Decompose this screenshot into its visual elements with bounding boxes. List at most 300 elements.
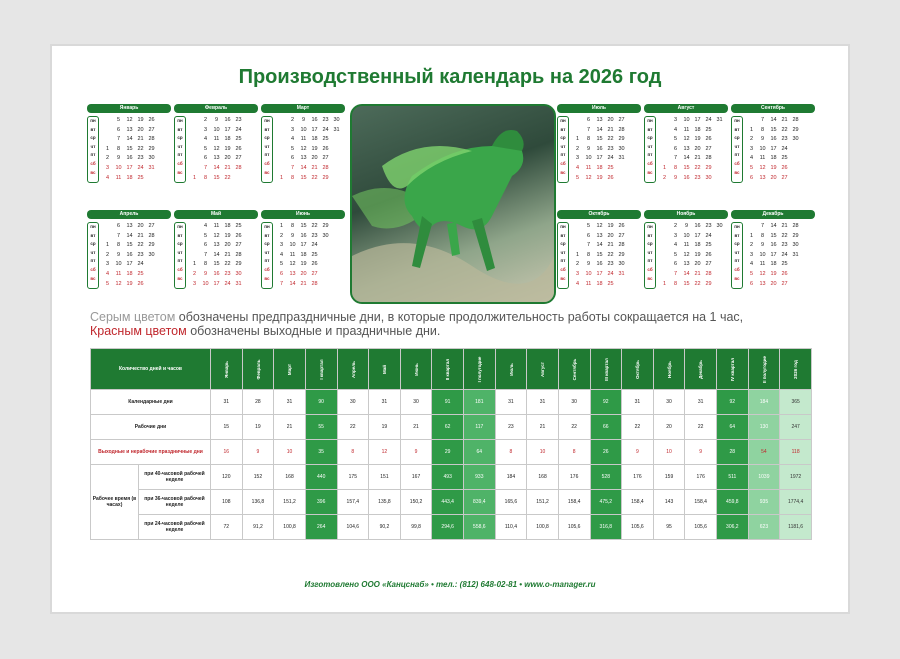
week-row bbox=[276, 154, 342, 164]
day-cell bbox=[714, 251, 725, 261]
weekday-label: чт bbox=[560, 143, 566, 149]
day-cell: 1 bbox=[662, 280, 667, 287]
day-cell: 6 bbox=[749, 174, 754, 181]
weekday-column bbox=[87, 116, 99, 183]
day-cell: 25 bbox=[607, 280, 614, 287]
day-cell: 31 bbox=[235, 280, 242, 287]
week-row bbox=[189, 126, 244, 136]
value-cell: 1972 bbox=[780, 465, 812, 490]
day-cell: 15 bbox=[770, 232, 777, 239]
day-cell: 27 bbox=[705, 261, 712, 268]
day-cell: 16 bbox=[300, 232, 307, 239]
value-cell: 28 bbox=[717, 440, 749, 465]
day-cell: 20 bbox=[607, 117, 614, 123]
day-cell: 12 bbox=[759, 164, 766, 171]
day-cell: 6 bbox=[586, 232, 591, 239]
weekday-column bbox=[644, 222, 656, 289]
day-cell: 13 bbox=[126, 126, 133, 133]
day-cell: 30 bbox=[148, 251, 155, 258]
day-cell bbox=[320, 260, 331, 270]
month-name: Сентябрь bbox=[731, 104, 815, 113]
day-cell: 2 bbox=[203, 117, 208, 123]
day-cell: 23 bbox=[781, 242, 788, 249]
weekday-label: чт bbox=[177, 143, 183, 149]
day-cell: 27 bbox=[311, 270, 318, 277]
weekday-label: пт bbox=[90, 258, 96, 264]
day-cell: 13 bbox=[759, 280, 766, 287]
day-cell bbox=[659, 241, 670, 251]
day-cell: 30 bbox=[333, 117, 340, 123]
week-row bbox=[746, 145, 801, 155]
day-cell: 20 bbox=[607, 232, 614, 239]
week-row bbox=[102, 135, 157, 145]
weekday-label: вт bbox=[177, 126, 183, 132]
day-cell: 24 bbox=[705, 232, 712, 239]
day-cell: 20 bbox=[770, 280, 777, 287]
day-cell: 28 bbox=[792, 223, 799, 229]
day-cell: 9 bbox=[116, 251, 121, 258]
weekday-label: вс bbox=[734, 169, 740, 175]
day-cell bbox=[146, 280, 157, 290]
row-label: при 24-часовой рабочей неделе bbox=[139, 515, 211, 540]
week-row bbox=[572, 164, 627, 174]
weekday-label: ср bbox=[264, 135, 270, 141]
day-cell: 24 bbox=[781, 145, 788, 152]
day-cell bbox=[616, 280, 627, 290]
weekday-label: сб bbox=[264, 160, 270, 166]
day-cell: 28 bbox=[705, 155, 712, 162]
day-cell: 14 bbox=[300, 164, 307, 171]
column-header: Февраль bbox=[242, 349, 274, 390]
day-cell: 7 bbox=[279, 280, 284, 287]
value-cell: 528 bbox=[590, 465, 622, 490]
weekday-label: пн bbox=[647, 224, 653, 229]
weekday-label: сб bbox=[177, 160, 183, 166]
day-cell: 29 bbox=[148, 242, 155, 249]
week-row bbox=[659, 154, 725, 164]
day-cell: 1 bbox=[749, 232, 754, 239]
day-cell: 12 bbox=[759, 270, 766, 277]
day-cell: 16 bbox=[683, 174, 690, 181]
day-cell: 11 bbox=[585, 164, 592, 171]
week-row bbox=[102, 222, 157, 232]
weekday-label: ср bbox=[264, 241, 270, 247]
weekday-column bbox=[174, 116, 186, 183]
weekday-label: чт bbox=[647, 143, 653, 149]
day-cell bbox=[714, 270, 725, 280]
day-cell: 9 bbox=[684, 223, 689, 229]
day-cell bbox=[276, 164, 287, 174]
value-cell: 100,8 bbox=[274, 515, 306, 540]
day-cell bbox=[714, 145, 725, 155]
week-row bbox=[102, 126, 157, 136]
day-cell: 28 bbox=[618, 242, 625, 249]
day-cell: 14 bbox=[213, 164, 220, 171]
weekday-label: вс bbox=[647, 169, 653, 175]
value-cell: 22 bbox=[622, 415, 654, 440]
day-cell bbox=[659, 126, 670, 136]
week-row bbox=[572, 260, 627, 270]
weekday-label: вс bbox=[560, 275, 566, 281]
day-cell bbox=[714, 280, 725, 290]
day-cell: 18 bbox=[224, 223, 231, 229]
value-cell: 459,8 bbox=[717, 490, 749, 515]
day-cell: 10 bbox=[213, 126, 220, 133]
day-cell: 25 bbox=[705, 242, 712, 249]
week-row bbox=[659, 260, 725, 270]
week-row bbox=[102, 241, 157, 251]
day-cell: 25 bbox=[235, 223, 242, 229]
day-cell: 26 bbox=[705, 251, 712, 258]
day-cell: 24 bbox=[224, 280, 231, 287]
day-cell bbox=[714, 232, 725, 242]
day-cell: 16 bbox=[770, 136, 777, 143]
day-cell: 16 bbox=[213, 270, 220, 277]
day-cell bbox=[572, 126, 583, 136]
value-cell: 110,4 bbox=[495, 515, 527, 540]
day-cell: 15 bbox=[770, 126, 777, 133]
week-row bbox=[189, 260, 244, 270]
day-cell: 21 bbox=[694, 270, 701, 277]
day-cell: 24 bbox=[322, 126, 329, 133]
day-cell: 21 bbox=[300, 280, 307, 287]
day-cell bbox=[572, 241, 583, 251]
value-cell: 100,8 bbox=[527, 515, 559, 540]
column-header: 2026 год bbox=[780, 349, 812, 390]
weekday-label: вт bbox=[734, 232, 740, 238]
value-cell: 158,4 bbox=[622, 490, 654, 515]
day-cell: 4 bbox=[575, 164, 580, 171]
weekday-label: ср bbox=[560, 241, 566, 247]
week-row bbox=[746, 154, 801, 164]
day-cell: 24 bbox=[607, 270, 614, 277]
week-row bbox=[572, 154, 627, 164]
day-cell: 3 bbox=[290, 126, 295, 133]
day-cell: 3 bbox=[105, 164, 110, 171]
week-row bbox=[102, 164, 157, 174]
week-row bbox=[189, 222, 244, 232]
day-cell: 30 bbox=[235, 270, 242, 277]
day-cell: 18 bbox=[694, 126, 701, 133]
day-cell: 11 bbox=[213, 223, 220, 229]
day-cell: 17 bbox=[300, 242, 307, 249]
day-cell: 22 bbox=[311, 174, 318, 181]
weekday-label: сб bbox=[560, 160, 566, 166]
value-cell: 933 bbox=[464, 465, 496, 490]
day-cell: 8 bbox=[116, 145, 121, 152]
day-cell: 10 bbox=[115, 164, 122, 171]
day-cell: 10 bbox=[585, 270, 592, 277]
weekday-column bbox=[644, 116, 656, 183]
day-cell: 29 bbox=[322, 174, 329, 181]
day-cell: 7 bbox=[673, 270, 678, 277]
day-cell: 28 bbox=[618, 126, 625, 133]
week-row bbox=[659, 251, 725, 261]
day-cell: 21 bbox=[607, 242, 614, 249]
day-cell: 27 bbox=[148, 126, 155, 133]
day-cell: 15 bbox=[213, 174, 220, 181]
value-cell: 90 bbox=[305, 390, 337, 415]
day-cell: 10 bbox=[759, 145, 766, 152]
day-cell: 11 bbox=[300, 136, 307, 143]
day-cell: 19 bbox=[694, 136, 701, 143]
day-cell: 5 bbox=[116, 117, 121, 123]
value-cell: 31 bbox=[685, 390, 717, 415]
day-cell: 14 bbox=[770, 117, 777, 123]
month-name: Февраль bbox=[174, 104, 258, 113]
day-cell: 18 bbox=[694, 242, 701, 249]
value-cell: 1039 bbox=[748, 465, 780, 490]
day-cell: 1 bbox=[192, 261, 197, 268]
day-cell: 15 bbox=[596, 136, 603, 143]
day-cell: 2 bbox=[279, 232, 284, 239]
day-cell: 15 bbox=[126, 145, 133, 152]
value-cell: 23 bbox=[495, 415, 527, 440]
weekday-label: чт bbox=[560, 249, 566, 255]
day-cell: 8 bbox=[673, 280, 678, 287]
day-cell: 4 bbox=[203, 223, 208, 229]
day-cell: 21 bbox=[224, 164, 231, 171]
day-cell bbox=[320, 241, 331, 251]
week-row bbox=[659, 116, 725, 126]
day-cell: 23 bbox=[137, 155, 144, 162]
value-cell: 21 bbox=[527, 415, 559, 440]
value-cell: 151,2 bbox=[274, 490, 306, 515]
weekday-label: вс bbox=[560, 169, 566, 175]
day-cell: 27 bbox=[781, 280, 788, 287]
table-row bbox=[91, 440, 812, 465]
weekday-label: вт bbox=[264, 232, 270, 238]
weekday-label: пт bbox=[647, 152, 653, 158]
value-cell: 176 bbox=[622, 465, 654, 490]
day-cell: 29 bbox=[792, 232, 799, 239]
day-cell: 18 bbox=[596, 164, 603, 171]
day-cell: 22 bbox=[311, 223, 318, 229]
day-cell bbox=[659, 145, 670, 155]
weekday-label: пт bbox=[560, 258, 566, 264]
day-cell: 10 bbox=[300, 126, 307, 133]
week-row bbox=[746, 280, 801, 290]
day-cell: 16 bbox=[311, 117, 318, 123]
month-block bbox=[557, 210, 641, 289]
value-cell: 152 bbox=[242, 465, 274, 490]
week-row bbox=[276, 222, 331, 232]
month-name: Ноябрь bbox=[644, 210, 728, 219]
value-cell: 10 bbox=[527, 440, 559, 465]
horse-illustration bbox=[350, 104, 556, 304]
day-cell bbox=[331, 164, 342, 174]
day-cell: 11 bbox=[759, 261, 766, 268]
day-cell: 3 bbox=[203, 126, 208, 133]
day-cell: 17 bbox=[126, 261, 133, 268]
day-cell: 15 bbox=[213, 261, 220, 268]
value-cell: 30 bbox=[653, 390, 685, 415]
calendar-sheet bbox=[50, 44, 850, 614]
weekday-label: пн bbox=[560, 118, 566, 123]
day-cell: 31 bbox=[618, 155, 625, 162]
weekday-label: пт bbox=[177, 258, 183, 264]
day-cell bbox=[572, 232, 583, 242]
weekday-label: сб bbox=[647, 160, 653, 166]
weekday-label: пт bbox=[264, 152, 270, 158]
value-cell: 176 bbox=[685, 465, 717, 490]
day-cell bbox=[616, 174, 627, 184]
day-cell: 3 bbox=[575, 270, 580, 277]
summary-table bbox=[90, 348, 812, 540]
value-cell: 167 bbox=[400, 465, 432, 490]
column-header: Июнь bbox=[400, 349, 432, 390]
day-cell: 24 bbox=[137, 164, 144, 171]
day-cell bbox=[659, 260, 670, 270]
day-cell: 20 bbox=[224, 155, 231, 162]
day-cell: 9 bbox=[586, 145, 591, 152]
weekday-label: чт bbox=[734, 143, 740, 149]
month-block bbox=[261, 210, 345, 289]
day-cell: 24 bbox=[607, 155, 614, 162]
day-cell: 1 bbox=[105, 145, 110, 152]
value-cell: 9 bbox=[622, 440, 654, 465]
day-cell: 9 bbox=[116, 155, 121, 162]
week-row bbox=[746, 232, 801, 242]
value-cell: 1181,6 bbox=[780, 515, 812, 540]
day-cell: 27 bbox=[235, 155, 242, 162]
day-cell bbox=[714, 241, 725, 251]
day-cell: 14 bbox=[289, 280, 296, 287]
day-cell: 29 bbox=[618, 251, 625, 258]
week-row bbox=[659, 270, 725, 280]
day-cell: 17 bbox=[694, 117, 701, 123]
week-row bbox=[189, 174, 244, 184]
day-cell: 13 bbox=[126, 223, 133, 229]
week-row bbox=[659, 280, 725, 290]
day-cell: 7 bbox=[760, 117, 765, 123]
day-cell: 2 bbox=[575, 261, 580, 268]
day-cell: 8 bbox=[290, 174, 295, 181]
value-cell: 181 bbox=[464, 390, 496, 415]
day-cell: 14 bbox=[683, 155, 690, 162]
day-cell: 22 bbox=[781, 126, 788, 133]
value-cell: 168 bbox=[527, 465, 559, 490]
day-cell bbox=[276, 116, 287, 126]
week-row bbox=[276, 241, 331, 251]
week-row bbox=[572, 126, 627, 136]
value-cell: 92 bbox=[717, 390, 749, 415]
week-row bbox=[276, 260, 331, 270]
day-cell: 17 bbox=[311, 126, 318, 133]
day-cell: 7 bbox=[586, 242, 591, 249]
value-cell: 440 bbox=[305, 465, 337, 490]
day-cell: 20 bbox=[137, 223, 144, 229]
weekday-label: сб bbox=[647, 266, 653, 272]
day-cell: 23 bbox=[781, 136, 788, 143]
day-cell bbox=[189, 164, 200, 174]
value-cell: 95 bbox=[653, 515, 685, 540]
day-cell: 4 bbox=[749, 261, 754, 268]
week-row bbox=[572, 232, 627, 242]
value-cell: 168 bbox=[274, 465, 306, 490]
day-cell: 18 bbox=[126, 270, 133, 277]
value-cell: 135,8 bbox=[369, 490, 401, 515]
day-cell: 4 bbox=[105, 270, 110, 277]
value-cell: 64 bbox=[717, 415, 749, 440]
value-cell: 31 bbox=[527, 390, 559, 415]
value-cell: 159 bbox=[653, 465, 685, 490]
day-cell: 5 bbox=[279, 261, 284, 268]
day-cell bbox=[189, 116, 200, 126]
weekday-label: сб bbox=[177, 266, 183, 272]
value-cell: 443,4 bbox=[432, 490, 464, 515]
day-cell bbox=[746, 222, 757, 232]
day-cell: 19 bbox=[224, 232, 231, 239]
week-row bbox=[572, 145, 627, 155]
week-row bbox=[276, 251, 331, 261]
page-title: Производственный календарь на 2026 год bbox=[238, 66, 662, 88]
weekday-label: вс bbox=[177, 169, 183, 175]
day-cell: 7 bbox=[760, 223, 765, 229]
weekday-label: вс bbox=[264, 275, 270, 281]
month-name: Март bbox=[261, 104, 345, 113]
day-cell: 31 bbox=[618, 270, 625, 277]
day-cell bbox=[102, 135, 113, 145]
value-cell: 90,2 bbox=[369, 515, 401, 540]
day-cell: 27 bbox=[618, 232, 625, 239]
day-cell: 23 bbox=[235, 117, 242, 123]
day-cell bbox=[146, 260, 157, 270]
day-cell bbox=[659, 135, 670, 145]
day-cell: 30 bbox=[322, 232, 329, 239]
value-cell: 150,2 bbox=[400, 490, 432, 515]
day-cell: 26 bbox=[322, 145, 329, 152]
day-cell: 21 bbox=[224, 251, 231, 258]
week-row bbox=[746, 241, 801, 251]
value-cell: 184 bbox=[748, 390, 780, 415]
value-cell: 558,6 bbox=[464, 515, 496, 540]
weekday-label: пн bbox=[177, 224, 183, 229]
value-cell: 92 bbox=[590, 390, 622, 415]
week-row bbox=[102, 280, 157, 290]
day-cell: 19 bbox=[770, 270, 777, 277]
value-cell: 21 bbox=[400, 415, 432, 440]
weekday-label: сб bbox=[90, 160, 96, 166]
day-cell: 7 bbox=[116, 232, 121, 239]
day-cell bbox=[102, 126, 113, 136]
value-cell: 247 bbox=[780, 415, 812, 440]
weekday-label: сб bbox=[90, 266, 96, 272]
day-cell: 17 bbox=[224, 126, 231, 133]
week-row bbox=[276, 232, 331, 242]
day-cell: 5 bbox=[203, 232, 208, 239]
day-cell bbox=[790, 280, 801, 290]
day-cell: 11 bbox=[115, 174, 122, 181]
day-cell: 4 bbox=[279, 251, 284, 258]
day-cell: 8 bbox=[586, 251, 591, 258]
month-name: Апрель bbox=[87, 210, 171, 219]
month-block bbox=[731, 210, 815, 289]
day-cell: 9 bbox=[760, 242, 765, 249]
day-cell: 12 bbox=[213, 232, 220, 239]
day-cell bbox=[320, 251, 331, 261]
month-name: Июль bbox=[557, 104, 641, 113]
value-cell: 8 bbox=[337, 440, 369, 465]
day-cell: 11 bbox=[585, 280, 592, 287]
day-cell: 3 bbox=[673, 232, 678, 239]
day-cell: 11 bbox=[115, 270, 122, 277]
value-cell: 118 bbox=[780, 440, 812, 465]
row-label: Календарные дни bbox=[91, 390, 211, 415]
day-cell: 23 bbox=[694, 174, 701, 181]
value-cell: 22 bbox=[337, 415, 369, 440]
week-row bbox=[189, 232, 244, 242]
